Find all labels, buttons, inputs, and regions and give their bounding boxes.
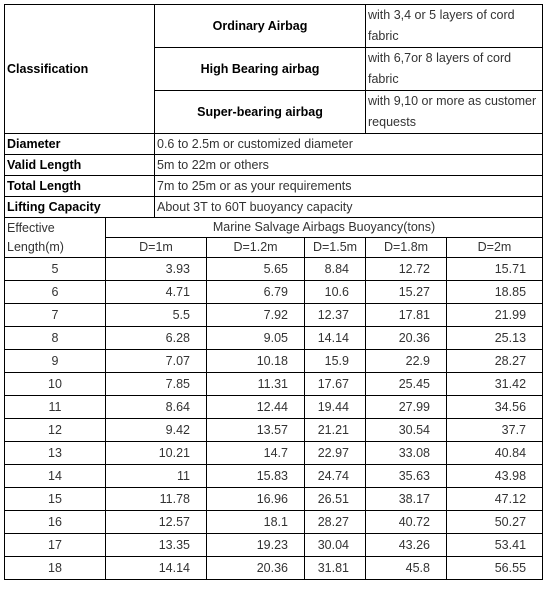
effective-length-cell: 12 <box>5 419 106 442</box>
buoyancy-value-cell: 31.42 <box>447 373 543 396</box>
buoyancy-value-cell: 7.85 <box>106 373 207 396</box>
buoyancy-value-cell: 5.5 <box>106 304 207 327</box>
buoyancy-value-cell: 8.84 <box>305 258 366 281</box>
spec-label: Total Length <box>5 176 155 197</box>
buoyancy-value-cell: 21.99 <box>447 304 543 327</box>
table-body <box>5 5 543 580</box>
diameter-header: D=1.2m <box>207 238 305 258</box>
buoyancy-value-cell: 14.7 <box>207 442 305 465</box>
buoyancy-value-cell: 19.23 <box>207 534 305 557</box>
buoyancy-value-cell: 35.63 <box>366 465 447 488</box>
buoyancy-value-cell: 12.44 <box>207 396 305 419</box>
buoyancy-value-cell: 20.36 <box>366 327 447 350</box>
table-row <box>5 534 543 557</box>
buoyancy-value-cell: 8.64 <box>106 396 207 419</box>
effective-length-cell: 16 <box>5 511 106 534</box>
buoyancy-value-cell: 10.21 <box>106 442 207 465</box>
buoyancy-value-cell: 21.21 <box>305 419 366 442</box>
buoyancy-value-cell: 22.97 <box>305 442 366 465</box>
buoyancy-value-cell: 28.27 <box>305 511 366 534</box>
buoyancy-value-cell: 7.07 <box>106 350 207 373</box>
buoyancy-value-cell: 30.04 <box>305 534 366 557</box>
spec-row <box>5 134 543 155</box>
table-row <box>5 557 543 580</box>
buoyancy-value-cell: 33.08 <box>366 442 447 465</box>
buoyancy-value-cell: 13.35 <box>106 534 207 557</box>
table-row <box>5 488 543 511</box>
buoyancy-value-cell: 12.57 <box>106 511 207 534</box>
buoyancy-value-cell: 43.26 <box>366 534 447 557</box>
buoyancy-value-cell: 4.71 <box>106 281 207 304</box>
buoyancy-value-cell: 10.18 <box>207 350 305 373</box>
effective-length-cell: 11 <box>5 396 106 419</box>
buoyancy-value-cell: 25.13 <box>447 327 543 350</box>
effective-length-cell: 13 <box>5 442 106 465</box>
buoyancy-value-cell: 5.65 <box>207 258 305 281</box>
buoyancy-value-cell: 17.67 <box>305 373 366 396</box>
table-row <box>5 304 543 327</box>
buoyancy-value-cell: 6.79 <box>207 281 305 304</box>
table-row <box>5 511 543 534</box>
buoyancy-value-cell: 10.6 <box>305 281 366 304</box>
buoyancy-value-cell: 25.45 <box>366 373 447 396</box>
classification-row <box>5 5 543 48</box>
buoyancy-value-cell: 15.71 <box>447 258 543 281</box>
classification-label: Classification <box>5 5 155 134</box>
buoyancy-value-cell: 11 <box>106 465 207 488</box>
diameter-header: D=1.8m <box>366 238 447 258</box>
buoyancy-value-cell: 3.93 <box>106 258 207 281</box>
buoyancy-value-cell: 18.85 <box>447 281 543 304</box>
buoyancy-value-cell: 12.37 <box>305 304 366 327</box>
airbag-type-name: Ordinary Airbag <box>155 5 366 48</box>
buoyancy-value-cell: 26.51 <box>305 488 366 511</box>
buoyancy-value-cell: 18.1 <box>207 511 305 534</box>
airbag-type-desc: with 6,7or 8 layers of cord fabric <box>366 48 543 91</box>
effective-length-cell: 5 <box>5 258 106 281</box>
buoyancy-value-cell: 47.12 <box>447 488 543 511</box>
airbag-spec-table <box>4 4 543 580</box>
effective-length-cell: 10 <box>5 373 106 396</box>
effective-length-cell: 15 <box>5 488 106 511</box>
buoyancy-value-cell: 38.17 <box>366 488 447 511</box>
table-row <box>5 419 543 442</box>
diameter-header: D=1.5m <box>305 238 366 258</box>
buoyancy-title-row <box>5 218 543 238</box>
buoyancy-value-cell: 17.81 <box>366 304 447 327</box>
buoyancy-value-cell: 31.81 <box>305 557 366 580</box>
buoyancy-value-cell: 24.74 <box>305 465 366 488</box>
buoyancy-value-cell: 13.57 <box>207 419 305 442</box>
buoyancy-value-cell: 15.83 <box>207 465 305 488</box>
spec-value: 0.6 to 2.5m or customized diameter <box>155 134 543 155</box>
buoyancy-value-cell: 15.27 <box>366 281 447 304</box>
buoyancy-value-cell: 9.05 <box>207 327 305 350</box>
buoyancy-value-cell: 45.8 <box>366 557 447 580</box>
buoyancy-value-cell: 22.9 <box>366 350 447 373</box>
buoyancy-value-cell: 50.27 <box>447 511 543 534</box>
airbag-type-desc: with 3,4 or 5 layers of cord fabric <box>366 5 543 48</box>
buoyancy-value-cell: 11.31 <box>207 373 305 396</box>
buoyancy-value-cell: 12.72 <box>366 258 447 281</box>
airbag-type-desc: with 9,10 or more as customer requests <box>366 91 543 134</box>
effective-length-header: Effective Length(m) <box>5 218 106 258</box>
buoyancy-value-cell: 16.96 <box>207 488 305 511</box>
buoyancy-title: Marine Salvage Airbags Buoyancy(tons) <box>106 218 543 238</box>
diameter-header: D=1m <box>106 238 207 258</box>
buoyancy-value-cell: 7.92 <box>207 304 305 327</box>
buoyancy-value-cell: 34.56 <box>447 396 543 419</box>
buoyancy-value-cell: 27.99 <box>366 396 447 419</box>
buoyancy-value-cell: 9.42 <box>106 419 207 442</box>
buoyancy-value-cell: 28.27 <box>447 350 543 373</box>
buoyancy-value-cell: 19.44 <box>305 396 366 419</box>
airbag-type-name: High Bearing airbag <box>155 48 366 91</box>
effective-length-cell: 7 <box>5 304 106 327</box>
effective-length-cell: 14 <box>5 465 106 488</box>
spec-label: Lifting Capacity <box>5 197 155 218</box>
spec-value: About 3T to 60T buoyancy capacity <box>155 197 543 218</box>
buoyancy-value-cell: 14.14 <box>305 327 366 350</box>
buoyancy-value-cell: 6.28 <box>106 327 207 350</box>
table-row <box>5 258 543 281</box>
diameter-header: D=2m <box>447 238 543 258</box>
table-row <box>5 327 543 350</box>
buoyancy-value-cell: 14.14 <box>106 557 207 580</box>
table-row <box>5 281 543 304</box>
spec-row <box>5 176 543 197</box>
effective-length-cell: 6 <box>5 281 106 304</box>
buoyancy-value-cell: 37.7 <box>447 419 543 442</box>
effective-length-cell: 17 <box>5 534 106 557</box>
table-row <box>5 373 543 396</box>
buoyancy-value-cell: 15.9 <box>305 350 366 373</box>
spec-value: 5m to 22m or others <box>155 155 543 176</box>
buoyancy-value-cell: 20.36 <box>207 557 305 580</box>
effective-length-cell: 8 <box>5 327 106 350</box>
table-row <box>5 465 543 488</box>
spec-label: Diameter <box>5 134 155 155</box>
buoyancy-value-cell: 56.55 <box>447 557 543 580</box>
table-row <box>5 442 543 465</box>
airbag-type-name: Super-bearing airbag <box>155 91 366 134</box>
buoyancy-value-cell: 40.72 <box>366 511 447 534</box>
buoyancy-value-cell: 40.84 <box>447 442 543 465</box>
effective-length-cell: 18 <box>5 557 106 580</box>
effective-length-cell: 9 <box>5 350 106 373</box>
spec-row <box>5 197 543 218</box>
buoyancy-value-cell: 43.98 <box>447 465 543 488</box>
spec-row <box>5 155 543 176</box>
buoyancy-value-cell: 11.78 <box>106 488 207 511</box>
buoyancy-value-cell: 53.41 <box>447 534 543 557</box>
table-row <box>5 396 543 419</box>
table-row <box>5 350 543 373</box>
buoyancy-value-cell: 30.54 <box>366 419 447 442</box>
spec-value: 7m to 25m or as your requirements <box>155 176 543 197</box>
spec-label: Valid Length <box>5 155 155 176</box>
